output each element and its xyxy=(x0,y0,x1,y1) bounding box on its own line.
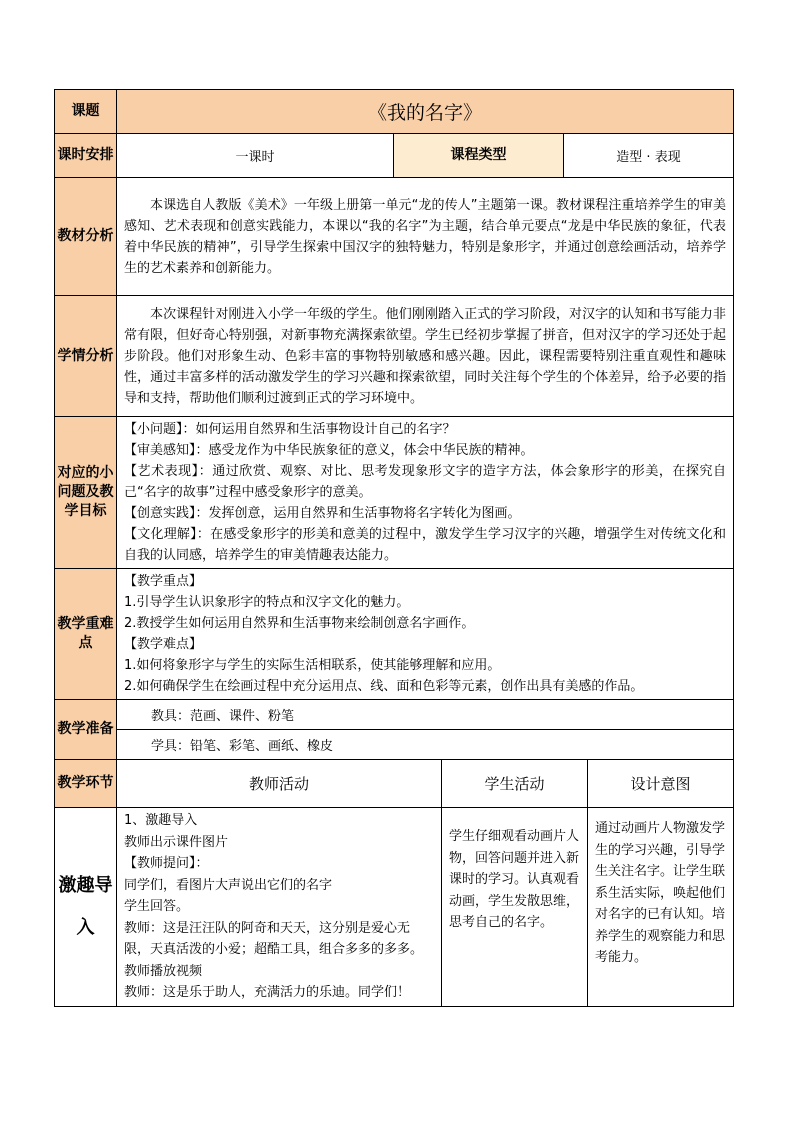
keypoint-item: 2.如何确保学生在绘画过程中充分运用点、线、面和色彩等元素，创作出具有美感的作品。 xyxy=(124,679,644,694)
keypoint-item: 1.引导学生认识象形字的特点和汉字文化的魅力。 xyxy=(124,595,410,610)
design-intent-cell xyxy=(588,808,734,1007)
design-intent-header: 设计意图 xyxy=(588,760,734,808)
keypoint-item: 【教学重点】 xyxy=(124,574,203,589)
teacher-line: 教师：这是汪汪队的阿奇和天天，这分别是爱心无限，天真活泼的小爱；超酷工具，组合多多的多多。 xyxy=(124,920,424,957)
stage-label: 激趣导入 xyxy=(55,808,117,1007)
students-label: 学情分析 xyxy=(55,296,117,417)
keypoint-item: 1.如何将象形字与学生的实际生活相联系，使其能够理解和应用。 xyxy=(124,658,501,673)
design-intent-text: 通过动画片人物激发学生的学习兴趣，引导学生关注名字。让学生联系生活实际，唤起他们对名字的已有认知。培养学生的观察能力和思考能力。 xyxy=(595,821,726,965)
teacher-line: 教师出示课件图片 xyxy=(124,834,229,850)
teacher-line: 同学们，看图片大声说出它们的名字 xyxy=(124,877,333,893)
goal-item: 【艺术表现】：通过欣赏、观察、对比、思考发现象形文字的造字方法，体会象形字的形美，在探究自己“名字的故事”过程中感受象形字的意美。 xyxy=(124,464,727,500)
time-value: 一课时 xyxy=(117,134,394,178)
teacher-line: 1、激趣导入 xyxy=(124,813,198,828)
row-prep-teacher xyxy=(55,700,734,730)
goal-item: 【文化理解】：在感受象形字的形美和意美的过程中，激发学生学习汉字的兴趣，增强学生对传统文化和自我的认同感，培养学生的审美情趣表达能力。 xyxy=(124,527,727,563)
row-topic xyxy=(55,90,734,134)
students-cell xyxy=(117,296,734,417)
teacher-line: 【教师提问】： xyxy=(124,856,209,871)
textbook-cell xyxy=(117,178,734,296)
student-analysis-text: 本次课程针对刚进入小学一年级的学生。他们刚刚踏入正式的学习阶段，对汉字的认知和书写能力非常有限，但好奇心特别强，对新事物充满探索欲望。学生已经初步掌握了拼音，但对汉字的学习还处于起步阶段。他们对形象生动、色彩丰富的事物特别敏感和感兴趣。因此，课程需要特别注重直观性和趣味性，通过丰富多样的活动激发学生的学习兴趣和探索欲望，同时关注每个学生的个体差异，给予必要的指导和支持，帮助他们顺利过渡到正式的学习环境中。 xyxy=(124,306,727,406)
keypoints-cell xyxy=(117,569,734,700)
course-type-value: 造型 · 表现 xyxy=(564,134,734,178)
student-activity-text: 学生仔细观看动画片人物，回答问题并进入新课时的学习。认真观看动画，学生发散思维，思考自己的名字。 xyxy=(449,829,580,930)
row-students xyxy=(55,296,734,417)
teacher-line: 学生回答。 xyxy=(124,899,190,914)
goal-item: 【审美感知】：感受龙作为中华民族象征的意义，体会中华民族的精神。 xyxy=(124,443,534,458)
teacher-activity-header: 教师活动 xyxy=(117,760,442,808)
keypoints-label: 教学重难点 xyxy=(55,569,117,700)
student-tools: 学具：铅笔、彩笔、画纸、橡皮 xyxy=(117,730,734,760)
teacher-tools: 教具：范画、课件、粉笔 xyxy=(117,700,734,730)
lesson-plan-table xyxy=(54,89,734,1007)
teacher-line: 教师：这是乐于助人，充满活力的乐迪。同学们！ xyxy=(124,985,411,1000)
goal-item: 【创意实践】：发挥创意，运用自然界和生活事物将名字转化为图画。 xyxy=(124,506,521,521)
course-type-label: 课程类型 xyxy=(394,134,564,178)
keypoint-item: 【教学难点】 xyxy=(124,637,203,652)
teacher-line: 教师播放视频 xyxy=(124,963,203,979)
student-activity-cell xyxy=(442,808,588,1007)
student-activity-header: 学生活动 xyxy=(442,760,588,808)
goal-item: 【小问题】：如何运用自然界和生活事物设计自己的名字？ xyxy=(124,422,456,437)
row-textbook xyxy=(55,178,734,296)
row-process-header xyxy=(55,760,734,808)
topic-label: 课题 xyxy=(55,90,117,134)
textbook-label: 教材分析 xyxy=(55,178,117,296)
goals-label: 对应的小问题及教学目标 xyxy=(55,417,117,569)
prep-label: 教学准备 xyxy=(55,700,117,760)
row-prep-student xyxy=(55,730,734,760)
keypoint-item: 2.教授学生如何运用自然界和生活事物来绘制创意名字画作。 xyxy=(124,616,475,631)
goals-cell xyxy=(117,417,734,569)
process-label: 教学环节 xyxy=(55,760,117,808)
row-schedule xyxy=(55,134,734,178)
lesson-title: 《我的名字》 xyxy=(117,90,734,134)
row-stage-1 xyxy=(55,808,734,1007)
teacher-activity-cell xyxy=(117,808,442,1007)
time-label: 课时安排 xyxy=(55,134,117,178)
row-goals xyxy=(55,417,734,569)
textbook-analysis-text: 本课选自人教版《美术》一年级上册第一单元“龙的传人”主题第一课。教材课程注重培养学生的审美感知、艺术表现和创意实践能力，本课以“我的名字”为主题，结合单元要点“龙是中华民族的象征，代表着中华民族的精神”，引导学生探索中国汉字的独特魅力，特别是象形字，并通过创意绘画活动，培养学生的艺术素养和创新能力。 xyxy=(124,197,727,276)
row-keypoints xyxy=(55,569,734,700)
